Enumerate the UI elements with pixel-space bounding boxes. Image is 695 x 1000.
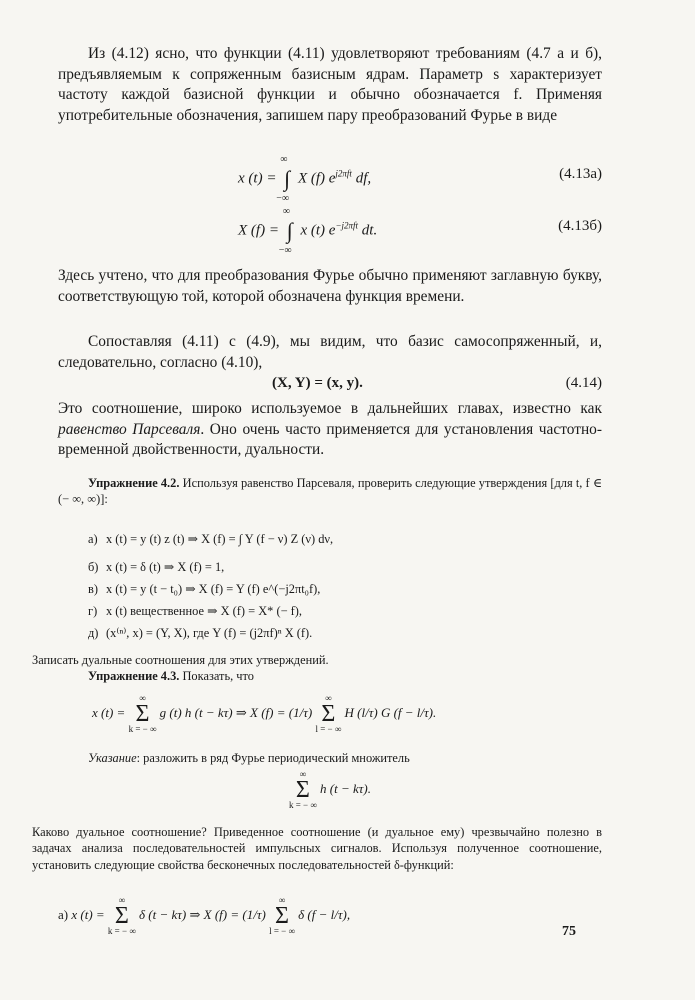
exercise-4-2-text: Используя равенство Парсеваля, проверить следующие утверждения [для t, f ∈ (− ∞, ∞)]: bbox=[58, 476, 602, 507]
hint bbox=[58, 750, 602, 766]
equation-4-13a bbox=[58, 154, 602, 204]
exercise-4-3-title: Упражнение 4.3. bbox=[88, 668, 180, 683]
integral-icon: ∫ ∞ −∞ bbox=[278, 206, 293, 256]
eq-b-tail: dt. bbox=[361, 222, 378, 239]
eq-b-rhs: x (t) e bbox=[300, 222, 336, 239]
sum-icon: ∞ Σ k = − ∞ bbox=[128, 693, 157, 734]
eq-a-lhs: x (t) = bbox=[238, 170, 277, 187]
exercise-items bbox=[58, 522, 602, 644]
list-item: б) x (t) = δ (t) ⇒ X (f) = 1, bbox=[88, 559, 225, 574]
equation-sum-3: а) x (t) = ∞ Σ k = − ∞ δ (t − kτ) ⇒ X (f) = (1/τ) ∞ Σ l = − ∞ δ (f − l/τ), bbox=[58, 895, 351, 937]
list-item: г) x (t) вещественное ⇒ X (f) = X* (− f), bbox=[88, 603, 302, 618]
eq-a-number: (4.13а) bbox=[559, 166, 602, 182]
eq-c-formula: (X, Y) = (x, y). bbox=[272, 375, 363, 392]
paragraph-capital-note: Здесь учтено, что для преобразования Фурье обычно применяют заглавную букву, соответствующую той, которой обозначена функция времени. bbox=[58, 267, 602, 305]
exercise-4-3 bbox=[58, 668, 602, 684]
sum-icon: ∞ Σ k = − ∞ bbox=[288, 769, 317, 811]
paragraph-parseval bbox=[58, 399, 602, 461]
parseval-post: . Оно очень часто применяется для установления частотно-временной двойственности, дуальности. bbox=[58, 420, 602, 459]
hint-text: : разложить в ряд Фурье периодический множитель bbox=[136, 751, 410, 765]
exercise-4-2-title: Упражнение 4.2. bbox=[88, 476, 180, 491]
equation-4-14 bbox=[58, 373, 602, 399]
equation-sum-1: x (t) = ∞ Σ k = − ∞ g (t) h (t − kτ) ⇒ X (f) = (1/τ) ∞ Σ l = − ∞ H (l/τ) G (f − l/τ). bbox=[92, 693, 437, 734]
page-number: 75 bbox=[562, 924, 576, 939]
parseval-term: равенство Парсеваля bbox=[58, 420, 201, 438]
paragraph-dual-question: Каково дуальное соотношение? Приведенное соотношение (и дуальное ему) чрезвычайно полезно в задачах анализа последовательностей импульсных сигналов. Используя полученное соотношение, установить следующие свойства бесконечных последовательностей δ-функций: bbox=[32, 825, 602, 872]
dual-task: Записать дуальные соотношения для этих утверждений. bbox=[32, 652, 329, 667]
list-item: д) (x⁽ⁿ⁾, x) = (Y, X), где Y (f) = (j2πf)ⁿ X (f). bbox=[88, 625, 313, 640]
sum-icon: ∞ Σ k = − ∞ bbox=[107, 895, 136, 937]
sum-icon: ∞ Σ l = − ∞ bbox=[269, 895, 295, 937]
eq-a-tail: df, bbox=[355, 170, 372, 187]
eq-b-exp: −j2πft bbox=[335, 220, 359, 231]
sum-icon: ∞ Σ l = − ∞ bbox=[315, 693, 342, 734]
integral-icon: ∫ ∞ −∞ bbox=[276, 154, 291, 204]
list-item: в) x (t) = y (t − t₀) ⇒ X (f) = Y (f) e^(−j2πt₀f), bbox=[88, 581, 321, 596]
eq-c-number: (4.14) bbox=[565, 375, 602, 392]
paragraph-intro: Из (4.12) ясно, что функции (4.11) удовлетворяют требованиям (4.7 а и б), предъявляемым к сопряженным базисным ядрам. Параметр s характеризует частоту каждой базисной функции и обычно обозначается f. Применяя употребительные обозначения, запишем пару преобразований Фурье в виде bbox=[58, 45, 602, 124]
exercise-4-2 bbox=[58, 475, 602, 507]
eq-b-lhs: X (f) = bbox=[238, 222, 279, 239]
eq-b-number: (4.13б) bbox=[558, 218, 602, 234]
list-item: а) x (t) = y (t) z (t) ⇒ X (f) = ∫ Y (f − ν) Z (ν) dν, bbox=[88, 531, 334, 546]
exercise-4-3-text: Показать, что bbox=[179, 668, 254, 683]
paragraph-self-conjugate: Сопоставляя (4.11) с (4.9), мы видим, что базис самосопряженный, и, следовательно, согласно (4.10), bbox=[58, 333, 602, 371]
parseval-pre: Это соотношение, широко используемое в дальнейших главах, известно как bbox=[58, 400, 602, 418]
eq-a-exp: j2πft bbox=[335, 168, 352, 179]
hint-label: Указание bbox=[88, 751, 137, 765]
equation-4-13b bbox=[58, 206, 602, 256]
equation-sum-2: ∞ Σ k = − ∞ h (t − kτ). bbox=[288, 769, 372, 811]
eq-a-rhs: X (f) e bbox=[297, 170, 336, 187]
page-body bbox=[32, 44, 602, 944]
